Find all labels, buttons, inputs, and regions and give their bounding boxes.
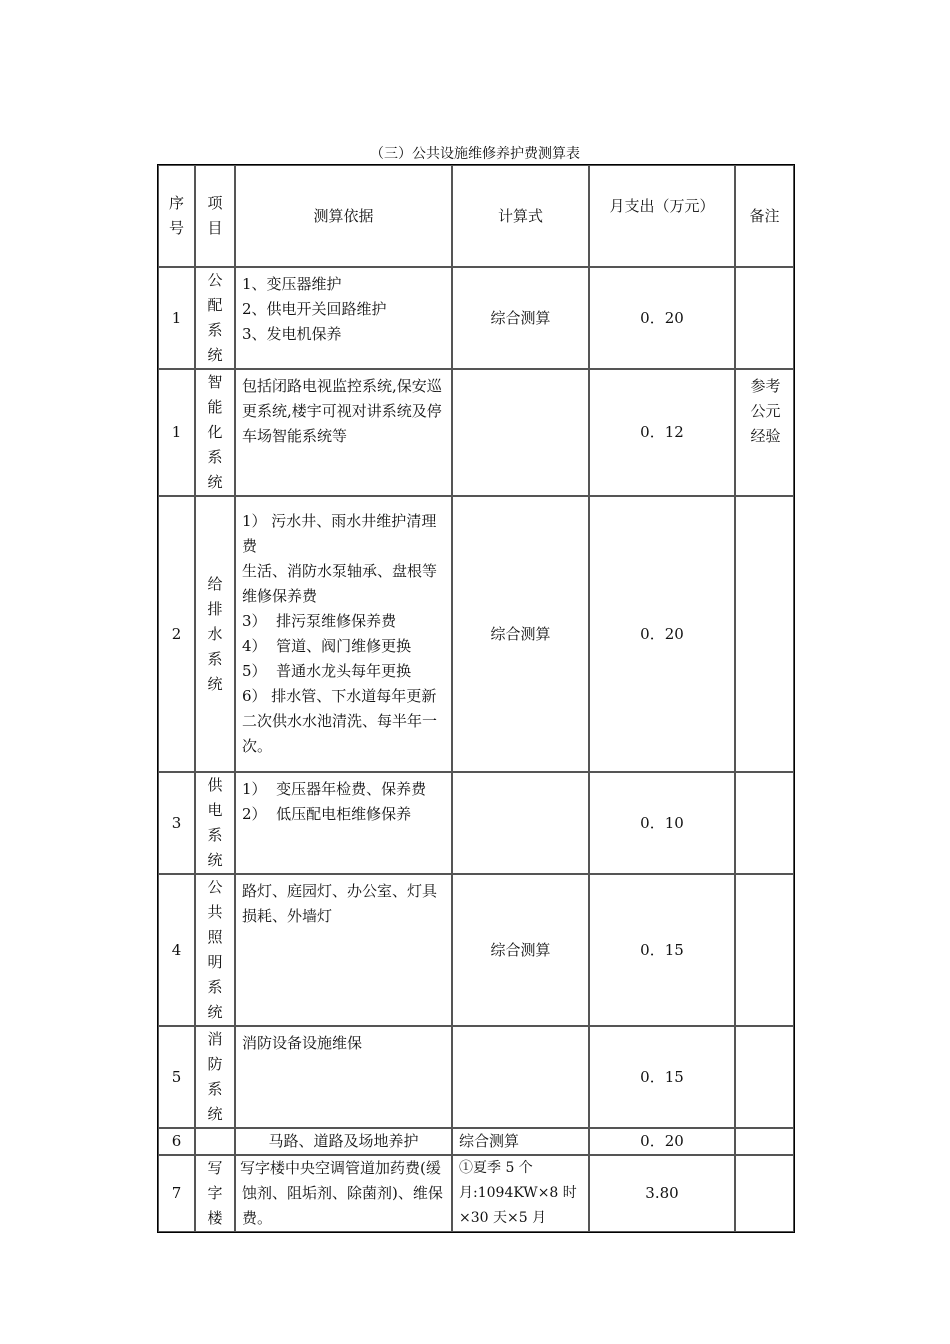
cell-item: 公共照明系统 xyxy=(195,874,235,1026)
cell-item: 消防系统 xyxy=(195,1026,235,1128)
cell-remark xyxy=(735,496,794,772)
table-row xyxy=(158,1026,794,1128)
table-row xyxy=(158,1155,794,1232)
header-basis: 测算依据 xyxy=(235,165,452,267)
cell-item xyxy=(195,1128,235,1155)
header-row xyxy=(158,165,794,267)
cell-seq: 4 xyxy=(158,874,195,1026)
table-title: （三）公共设施维修养护费测算表 xyxy=(370,146,580,162)
cell-seq: 1 xyxy=(158,267,195,369)
header-monthly: 月支出（万元） xyxy=(589,165,735,267)
cost-table xyxy=(157,164,795,1233)
cell-formula: ①夏季 5 个月:1094KW×8 时×30 天×5 月 xyxy=(452,1155,589,1232)
cell-item: 智能化系统 xyxy=(195,369,235,496)
cell-item: 给排水系统 xyxy=(195,496,235,772)
cell-remark xyxy=(735,267,794,369)
cell-basis: 包括闭路电视监控系统,保安巡更系统,楼宇可视对讲系统及停车场智能系统等 xyxy=(235,369,452,496)
cell-seq: 2 xyxy=(158,496,195,772)
cell-item: 供电系统 xyxy=(195,772,235,874)
cell-formula xyxy=(452,1026,589,1128)
header-formula: 计算式 xyxy=(452,165,589,267)
cell-basis: 1、变压器维护 2、供电开关回路维护 3、发电机保养 xyxy=(235,267,452,369)
cell-remark xyxy=(735,1155,794,1232)
header-remark: 备注 xyxy=(735,165,794,267)
cell-formula: 综合测算 xyxy=(452,1128,589,1155)
cell-seq: 7 xyxy=(158,1155,195,1232)
cell-seq: 3 xyxy=(158,772,195,874)
cell-monthly: 0．20 xyxy=(589,1128,735,1155)
cell-remark: 参考公元经验 xyxy=(735,369,794,496)
cell-seq: 5 xyxy=(158,1026,195,1128)
cell-seq: 6 xyxy=(158,1128,195,1155)
cell-basis: 路灯、庭园灯、办公室、灯具损耗、外墙灯 xyxy=(235,874,452,1026)
table-row xyxy=(158,874,794,1026)
cell-formula: 综合测算 xyxy=(452,874,589,1026)
cell-remark xyxy=(735,772,794,874)
cell-monthly: 3.80 xyxy=(589,1155,735,1232)
cell-monthly: 0．12 xyxy=(589,369,735,496)
cell-remark xyxy=(735,1128,794,1155)
cell-remark xyxy=(735,874,794,1026)
cell-formula xyxy=(452,772,589,874)
cell-formula xyxy=(452,369,589,496)
cell-monthly: 0．15 xyxy=(589,874,735,1026)
cell-monthly: 0．20 xyxy=(589,267,735,369)
cell-basis: 1） 变压器年检费、保养费 2） 低压配电柜维修保养 xyxy=(235,772,452,874)
cell-remark xyxy=(735,1026,794,1128)
header-seq: 序号 xyxy=(158,165,195,267)
cell-monthly: 0．15 xyxy=(589,1026,735,1128)
cell-basis: 1） 污水井、雨水井维护清理费 生活、消防水泵轴承、盘根等维修保养费 3） 排污泵维修保养费 4） 管道、阀门维修更换 5） 普通水龙头每年更换 6） 排水管、下水道每年更新 二次供水水池清洗、每半年一次。 xyxy=(235,496,452,772)
cell-basis: 消防设备设施维保 xyxy=(235,1026,452,1128)
cell-formula: 综合测算 xyxy=(452,267,589,369)
cell-monthly: 0．10 xyxy=(589,772,735,874)
cell-formula: 综合测算 xyxy=(452,496,589,772)
cell-basis: 马路、道路及场地养护 xyxy=(235,1128,452,1155)
table-row xyxy=(158,267,794,369)
cell-basis: 写字楼中央空调管道加药费(缓蚀剂、阻垢剂、除菌剂)、维保费。 xyxy=(235,1155,452,1232)
header-item: 项目 xyxy=(195,165,235,267)
cell-item: 公配系统 xyxy=(195,267,235,369)
table-row xyxy=(158,772,794,874)
table-row xyxy=(158,1128,794,1155)
cell-seq: 1 xyxy=(158,369,195,496)
table-row xyxy=(158,369,794,496)
cell-monthly: 0．20 xyxy=(589,496,735,772)
table-row xyxy=(158,496,794,772)
cell-item: 写字楼 xyxy=(195,1155,235,1232)
